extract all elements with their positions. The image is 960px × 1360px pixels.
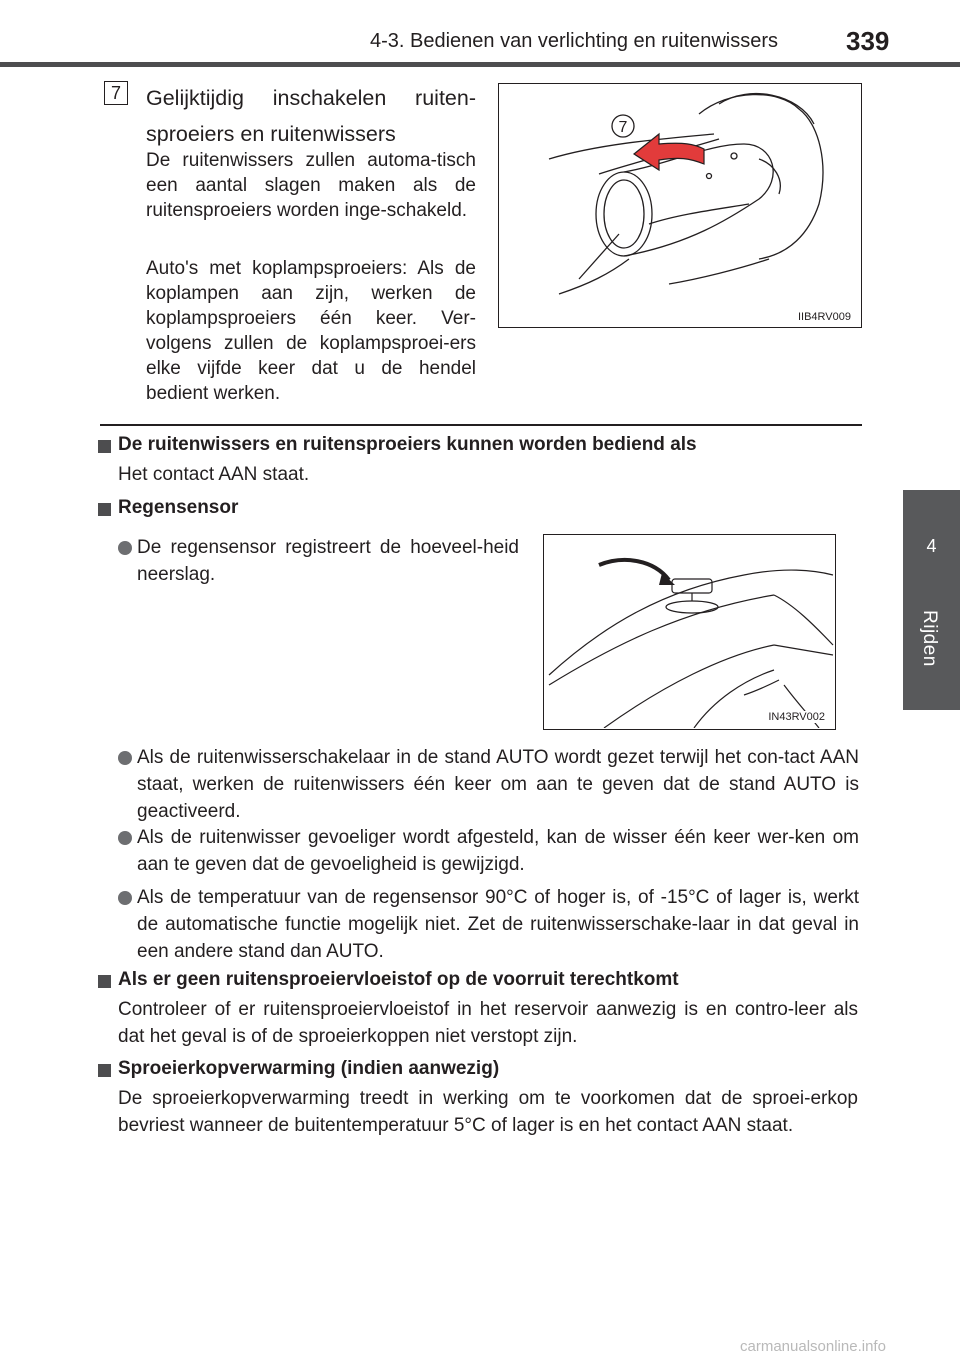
running-header: 4-3. Bedienen van verlichting en ruitenwissers [370, 30, 778, 52]
watermark: carmanualsonline.info [740, 1338, 886, 1355]
section-marker [98, 440, 111, 453]
rain-sensor-bullet-4: Als de temperatuur van de regensensor 90°C of hoger is, of -15°C of lager is, werkt de automatische functie mogelijk niet. Zet de ruitenwisserschake-laar in dat geval in een andere stand dan AUTO. [137, 887, 859, 962]
section-body-no-fluid: Controleer of er ruitensproeiervloeistof in het reservoir aanwezig is en contro-leer als dat het geval is of de sproeierkoppen niet verstopt zijn. [118, 999, 858, 1047]
bullet-dot [118, 751, 132, 765]
step-number-badge: 7 [104, 81, 128, 105]
section-heading-nozzle-heater: Sproeierkopverwarming (indien aanwezig) [118, 1058, 500, 1079]
rain-sensor-bullet-1: De regensensor registreert de hoeveel-heid neerslag. [137, 537, 519, 585]
wiper-lever-illustration [498, 83, 862, 328]
figure-code: IN43RV002 [768, 711, 825, 723]
bullet-dot [118, 831, 132, 845]
chapter-tab-label: Rijden [919, 610, 940, 667]
hand-pulling-lever-drawing [499, 84, 860, 326]
section-marker [98, 975, 111, 988]
section-marker [98, 1064, 111, 1077]
rain-sensor-illustration [543, 534, 836, 730]
header-rule [0, 62, 960, 67]
windshield-sensor-drawing [544, 535, 834, 728]
chapter-tab [903, 490, 960, 710]
section-body-nozzle-heater: De sproeierkopverwarming treedt in werking om te voorkomen dat de sproei-erkop bevriest wanneer de buitentemperatuur 5°C of lager is en het contact AAN staat. [118, 1088, 858, 1136]
section-heading-rain-sensor: Regensensor [118, 497, 239, 518]
chapter-tab-number: 4 [926, 536, 937, 556]
step-paragraph-2: Auto's met koplampsproeiers: Als de koplampen aan zijn, werken de koplampsproeiers één keer. Ver-volgens zullen de koplampsproei-ers elke vijfde keer dat u de hendel bedient werken. [146, 258, 476, 404]
step-title: Gelijktijdig inschakelen ruiten-sproeiers en ruitenwissers [146, 86, 476, 146]
section-heading-operation: De ruitenwissers en ruitensproeiers kunnen worden bediend als [118, 434, 697, 455]
bullet-dot [118, 541, 132, 555]
step-paragraph-1: De ruitenwissers zullen automa-tisch een aantal slagen maken als de ruitensproeiers worden inge-schakeld. [146, 150, 476, 221]
page-number: 339 [846, 26, 890, 56]
rain-sensor-bullet-2: Als de ruitenwisserschakelaar in de stand AUTO wordt gezet terwijl het con-tact AAN staat, werken de ruitenwissers één keer om aan te geven dat de stand AUTO is geactiveerd. [137, 747, 859, 822]
figure-code: IIB4RV009 [797, 311, 851, 323]
section-heading-no-fluid: Als er geen ruitensproeiervloeistof op de voorruit terechtkomt [118, 969, 679, 990]
section-marker [98, 503, 111, 516]
figure-callout-7: 7 [618, 119, 628, 136]
section-body-operation: Het contact AAN staat. [118, 464, 310, 485]
bullet-dot [118, 891, 132, 905]
rain-sensor-bullet-3: Als de ruitenwisser gevoeliger wordt afgesteld, kan de wisser één keer wer-ken om aan te geven dat de gevoeligheid is gewijzigd. [137, 827, 859, 875]
section-divider [100, 424, 862, 426]
